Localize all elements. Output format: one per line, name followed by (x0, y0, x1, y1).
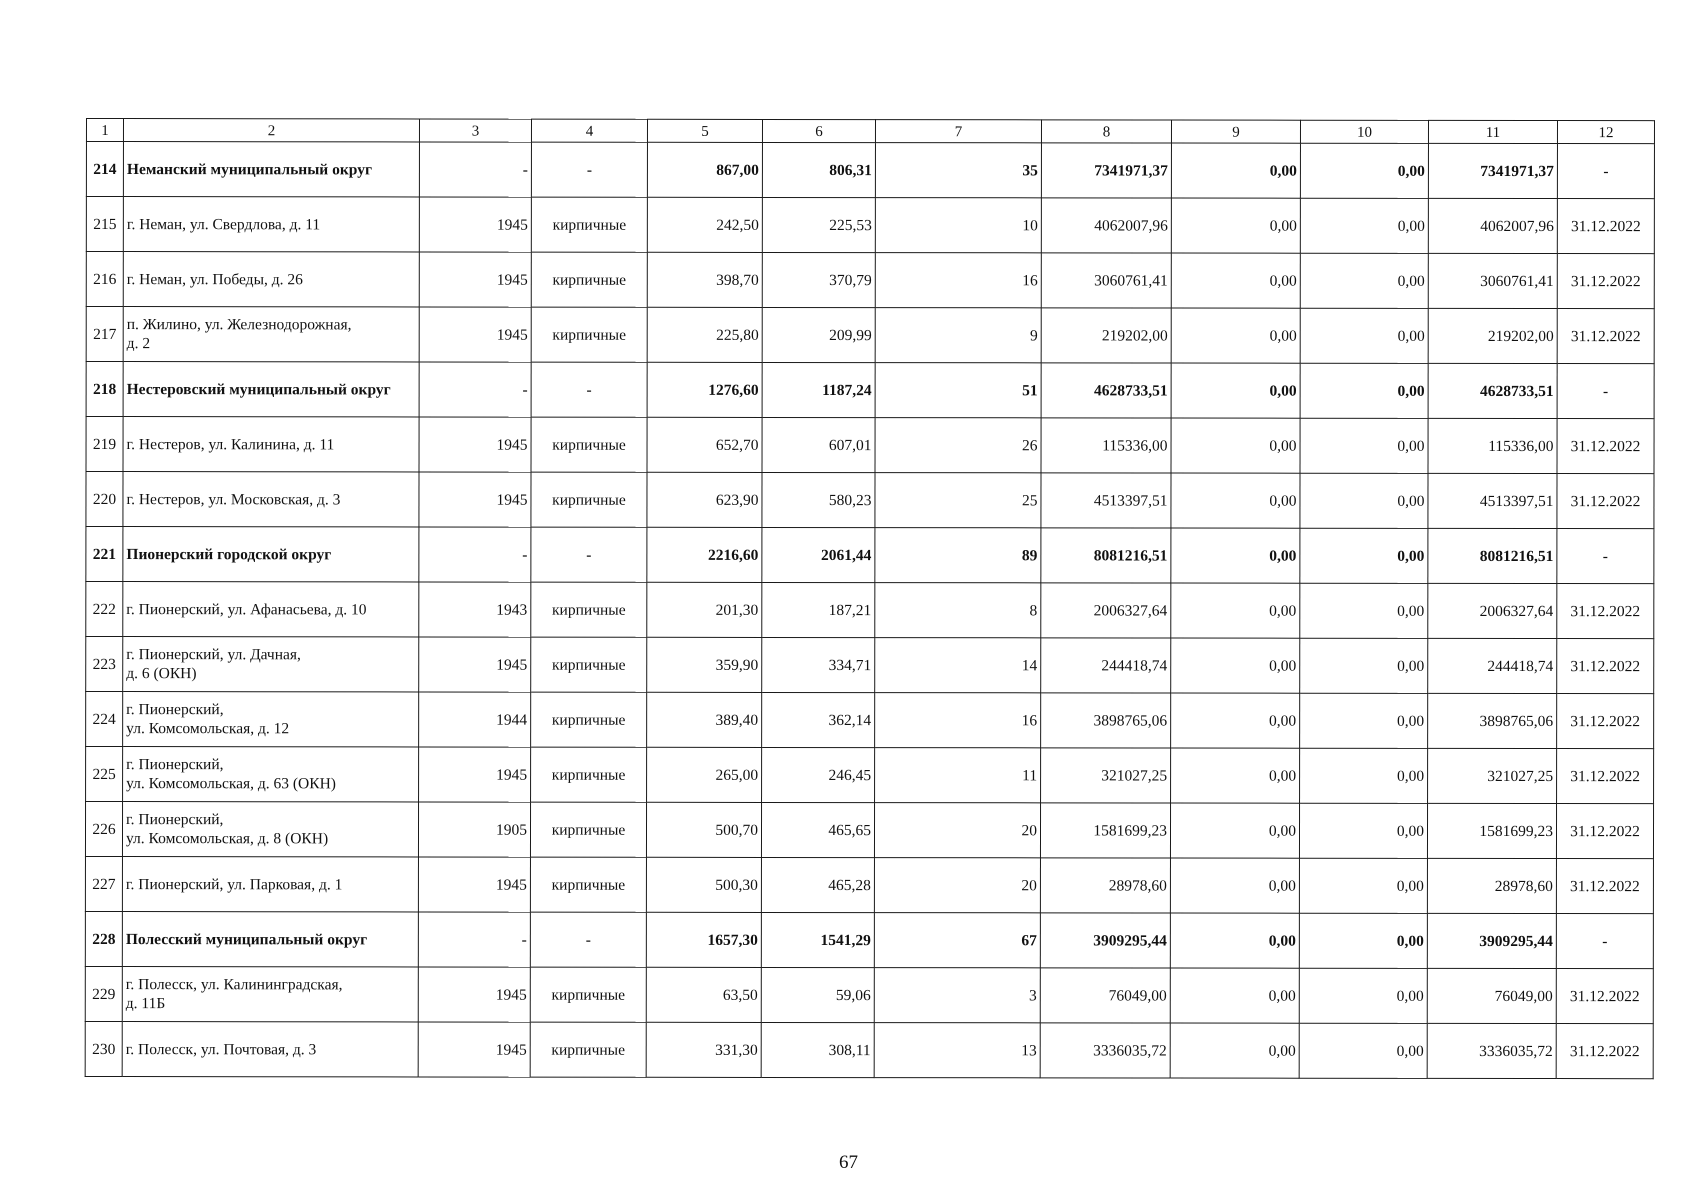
cost-cell: 1581699,23 (1040, 803, 1170, 858)
residents-cell: 20 (874, 858, 1040, 913)
fund-cell: 0,00 (1171, 143, 1300, 198)
total-cost-cell: 321027,25 (1428, 748, 1557, 803)
total-cost-cell: 2006327,64 (1428, 583, 1557, 638)
deadline-cell: 31.12.2022 (1557, 199, 1654, 254)
cost-cell: 76049,00 (1040, 968, 1170, 1023)
year-cell: 1945 (419, 252, 531, 307)
budget-cell: 0,00 (1299, 968, 1427, 1023)
area-cell: 1657,30 (646, 912, 761, 967)
material-cell: кирпичные (531, 417, 647, 472)
material-cell: кирпичные (530, 857, 646, 912)
column-header: 10 (1300, 120, 1428, 143)
year-cell: 1905 (418, 802, 530, 857)
living-area-cell: 465,65 (761, 802, 874, 857)
total-cost-cell: 3060761,41 (1428, 253, 1557, 308)
area-cell: 225,80 (647, 307, 762, 362)
living-area-cell: 1541,29 (761, 912, 874, 967)
fund-cell: 0,00 (1171, 198, 1300, 253)
deadline-cell: 31.12.2022 (1557, 749, 1654, 804)
living-area-cell: 334,71 (762, 637, 875, 692)
material-cell: кирпичные (530, 967, 646, 1022)
total-cost-cell: 28978,60 (1427, 858, 1556, 913)
deadline-cell: 31.12.2022 (1556, 859, 1653, 914)
fund-cell: 0,00 (1171, 363, 1300, 418)
year-cell: 1945 (418, 967, 530, 1022)
budget-cell: 0,00 (1300, 638, 1428, 693)
row-number: 225 (86, 747, 123, 802)
budget-cell: 0,00 (1299, 1023, 1427, 1078)
fund-cell: 0,00 (1171, 748, 1300, 803)
year-cell: 1943 (419, 582, 531, 637)
year-cell: 1945 (419, 472, 531, 527)
address-cell: г. Пионерский, ул. Комсомольская, д. 12 (123, 692, 419, 747)
table-row (86, 197, 1654, 254)
column-header: 6 (762, 119, 875, 142)
deadline-cell: 31.12.2022 (1557, 254, 1654, 309)
address-cell: г. Пионерский, ул. Комсомольская, д. 8 (ОКН) (122, 802, 418, 857)
row-number: 230 (85, 1021, 122, 1076)
fund-cell: 0,00 (1170, 968, 1299, 1023)
total-cost-cell: 3898765,06 (1428, 693, 1557, 748)
row-number: 229 (85, 966, 122, 1021)
year-cell: 1945 (418, 1022, 530, 1077)
material-cell: - (531, 527, 647, 582)
deadline-cell: 31.12.2022 (1557, 419, 1654, 474)
address-cell: Неманский муниципальный округ (123, 142, 419, 197)
cost-cell: 3909295,44 (1040, 913, 1170, 968)
fund-cell: 0,00 (1171, 693, 1300, 748)
area-cell: 265,00 (647, 747, 762, 802)
fund-cell: 0,00 (1171, 583, 1300, 638)
area-cell: 63,50 (646, 967, 761, 1022)
year-cell: 1945 (419, 637, 531, 692)
column-header: 9 (1171, 120, 1300, 143)
fund-cell: 0,00 (1170, 858, 1299, 913)
year-cell: 1945 (419, 417, 531, 472)
deadline-cell: - (1556, 914, 1653, 969)
fund-cell: 0,00 (1170, 913, 1299, 968)
area-cell: 242,50 (647, 197, 762, 252)
table-row (85, 966, 1653, 1023)
row-number: 223 (86, 637, 123, 692)
living-area-cell: 1187,24 (762, 362, 875, 417)
living-area-cell: 225,53 (762, 197, 875, 252)
table-row (86, 307, 1654, 364)
address-cell: г. Неман, ул. Победы, д. 26 (123, 252, 419, 307)
cost-cell: 3060761,41 (1041, 253, 1171, 308)
living-area-cell: 362,14 (762, 692, 875, 747)
row-number: 215 (86, 197, 123, 252)
cost-cell: 244418,74 (1041, 638, 1171, 693)
address-cell: г. Неман, ул. Свердлова, д. 11 (123, 197, 419, 252)
address-cell: г. Пионерский, ул. Дачная, д. 6 (ОКН) (123, 637, 419, 692)
area-cell: 359,90 (647, 637, 762, 692)
living-area-cell: 187,21 (762, 582, 875, 637)
column-header: 7 (875, 120, 1041, 143)
row-number: 222 (86, 582, 123, 637)
residents-cell: 13 (874, 1023, 1040, 1078)
cost-cell: 3898765,06 (1041, 693, 1171, 748)
material-cell: - (530, 912, 646, 967)
cost-cell: 7341971,37 (1041, 143, 1171, 198)
residents-cell: 26 (875, 418, 1041, 473)
year-cell: 1945 (419, 747, 531, 802)
table-row (85, 1021, 1653, 1078)
fund-cell: 0,00 (1171, 308, 1300, 363)
area-cell: 201,30 (647, 582, 762, 637)
deadline-cell: - (1557, 364, 1654, 419)
deadline-cell: - (1557, 144, 1654, 199)
year-cell: 1945 (418, 857, 530, 912)
budget-cell: 0,00 (1300, 748, 1428, 803)
budget-cell: 0,00 (1300, 473, 1428, 528)
address-cell: п. Жилино, ул. Железнодорожная, д. 2 (123, 307, 419, 362)
deadline-cell: 31.12.2022 (1556, 804, 1653, 859)
fund-cell: 0,00 (1170, 1023, 1299, 1078)
year-cell: 1945 (419, 307, 531, 362)
area-cell: 2216,60 (647, 527, 762, 582)
area-cell: 331,30 (646, 1022, 761, 1077)
total-cost-cell: 4062007,96 (1428, 198, 1557, 253)
cost-cell: 115336,00 (1041, 418, 1171, 473)
material-cell: кирпичные (531, 582, 647, 637)
living-area-cell: 607,01 (762, 417, 875, 472)
budget-cell: 0,00 (1300, 198, 1428, 253)
total-cost-cell: 219202,00 (1428, 308, 1557, 363)
area-cell: 623,90 (647, 472, 762, 527)
deadline-cell: 31.12.2022 (1557, 694, 1654, 749)
living-area-cell: 209,99 (762, 307, 875, 362)
year-cell: 1945 (419, 197, 531, 252)
address-cell: г. Полесск, ул. Калининградская, д. 11Б (122, 967, 418, 1022)
total-cost-cell: 76049,00 (1427, 968, 1556, 1023)
fund-cell: 0,00 (1171, 638, 1300, 693)
row-number: 226 (85, 802, 122, 857)
year-cell: - (419, 362, 531, 417)
table-row (86, 252, 1654, 309)
material-cell: кирпичные (531, 692, 647, 747)
residents-cell: 3 (874, 968, 1040, 1023)
data-table (85, 118, 1655, 1079)
budget-cell: 0,00 (1300, 583, 1428, 638)
row-number: 221 (86, 527, 123, 582)
residents-cell: 35 (875, 143, 1041, 198)
area-cell: 867,00 (647, 142, 762, 197)
living-area-cell: 370,79 (762, 252, 875, 307)
year-cell: - (418, 912, 530, 967)
residents-cell: 67 (874, 913, 1040, 968)
year-cell: - (419, 142, 531, 197)
cost-cell: 8081216,51 (1041, 528, 1171, 583)
row-number: 220 (86, 472, 123, 527)
residents-cell: 16 (875, 253, 1041, 308)
total-cost-cell: 8081216,51 (1428, 528, 1557, 583)
living-area-cell: 465,28 (761, 857, 874, 912)
row-number: 224 (86, 692, 123, 747)
year-cell: - (419, 527, 531, 582)
cost-cell: 219202,00 (1041, 308, 1171, 363)
residents-cell: 10 (875, 198, 1041, 253)
residents-cell: 25 (875, 473, 1041, 528)
year-cell: 1944 (419, 692, 531, 747)
area-cell: 652,70 (647, 417, 762, 472)
column-header: 12 (1557, 121, 1654, 144)
total-cost-cell: 3336035,72 (1427, 1023, 1556, 1078)
budget-cell: 0,00 (1300, 143, 1428, 198)
residents-cell: 11 (875, 748, 1041, 803)
area-cell: 398,70 (647, 252, 762, 307)
living-area-cell: 580,23 (762, 472, 875, 527)
total-cost-cell: 244418,74 (1428, 638, 1557, 693)
area-cell: 500,30 (646, 857, 761, 912)
residents-cell: 51 (875, 363, 1041, 418)
area-cell: 389,40 (647, 692, 762, 747)
table-row (86, 417, 1654, 474)
deadline-cell: 31.12.2022 (1556, 969, 1653, 1024)
residents-cell: 20 (874, 803, 1040, 858)
living-area-cell: 308,11 (761, 1022, 874, 1077)
residents-cell: 14 (875, 638, 1041, 693)
fund-cell: 0,00 (1171, 473, 1300, 528)
deadline-cell: 31.12.2022 (1557, 474, 1654, 529)
district-total-row (86, 527, 1654, 584)
cost-cell: 4628733,51 (1041, 363, 1171, 418)
material-cell: кирпичные (530, 1022, 646, 1077)
area-cell: 1276,60 (647, 362, 762, 417)
material-cell: - (531, 362, 647, 417)
area-cell: 500,70 (646, 802, 761, 857)
total-cost-cell: 4513397,51 (1428, 473, 1557, 528)
address-cell: г. Нестеров, ул. Калинина, д. 11 (123, 417, 419, 472)
material-cell: кирпичные (531, 637, 647, 692)
row-number: 216 (86, 252, 123, 307)
row-number: 228 (85, 911, 122, 966)
cost-cell: 321027,25 (1041, 748, 1171, 803)
district-total-row (86, 142, 1654, 199)
budget-cell: 0,00 (1299, 803, 1427, 858)
table-row (86, 472, 1654, 529)
material-cell: кирпичные (530, 802, 646, 857)
address-cell: Нестеровский муниципальный округ (123, 362, 419, 417)
cost-cell: 4062007,96 (1041, 198, 1171, 253)
material-cell: кирпичные (531, 252, 647, 307)
table-row (86, 692, 1654, 749)
table-row (86, 582, 1654, 639)
residents-cell: 89 (875, 528, 1041, 583)
table-body (85, 119, 1654, 1079)
material-cell: кирпичные (531, 472, 647, 527)
table-row (85, 857, 1653, 914)
budget-cell: 0,00 (1300, 693, 1428, 748)
address-cell: Полесский муниципальный округ (122, 912, 418, 967)
table-row (86, 747, 1654, 804)
table-row (85, 802, 1653, 859)
total-cost-cell: 1581699,23 (1427, 803, 1556, 858)
page-number: 67 (839, 1152, 858, 1173)
fund-cell: 0,00 (1171, 528, 1300, 583)
fund-cell: 0,00 (1170, 803, 1299, 858)
column-header: 3 (419, 119, 531, 142)
column-header: 2 (123, 119, 419, 142)
cost-cell: 2006327,64 (1041, 583, 1171, 638)
budget-cell: 0,00 (1300, 418, 1428, 473)
row-number: 217 (86, 307, 123, 362)
total-cost-cell: 3909295,44 (1427, 913, 1556, 968)
residents-cell: 9 (875, 308, 1041, 363)
living-area-cell: 246,45 (762, 747, 875, 802)
row-number: 218 (86, 362, 123, 417)
budget-cell: 0,00 (1300, 253, 1428, 308)
budget-cell: 0,00 (1299, 858, 1427, 913)
cost-cell: 3336035,72 (1040, 1023, 1170, 1078)
deadline-cell: 31.12.2022 (1557, 639, 1654, 694)
living-area-cell: 59,06 (761, 967, 874, 1022)
deadline-cell: 31.12.2022 (1557, 309, 1654, 364)
district-total-row (86, 362, 1654, 419)
column-number-row (86, 119, 1654, 144)
budget-cell: 0,00 (1300, 308, 1428, 363)
deadline-cell: 31.12.2022 (1556, 1024, 1653, 1079)
address-cell: г. Нестеров, ул. Московская, д. 3 (123, 472, 419, 527)
address-cell: г. Полесск, ул. Почтовая, д. 3 (122, 1022, 418, 1077)
material-cell: кирпичные (531, 307, 647, 362)
address-cell: г. Пионерский, ул. Комсомольская, д. 63 (ОКН) (123, 747, 419, 802)
living-area-cell: 806,31 (762, 142, 875, 197)
residents-cell: 8 (875, 583, 1041, 638)
district-total-row (85, 911, 1653, 968)
total-cost-cell: 115336,00 (1428, 418, 1557, 473)
fund-cell: 0,00 (1171, 418, 1300, 473)
address-cell: г. Пионерский, ул. Афанасьева, д. 10 (123, 582, 419, 637)
material-cell: кирпичные (531, 747, 647, 802)
cost-cell: 4513397,51 (1041, 473, 1171, 528)
row-number: 214 (86, 142, 123, 197)
column-header: 4 (531, 119, 647, 142)
address-cell: г. Пионерский, ул. Парковая, д. 1 (122, 857, 418, 912)
column-header: 5 (647, 119, 762, 142)
total-cost-cell: 7341971,37 (1428, 143, 1557, 198)
budget-cell: 0,00 (1300, 528, 1428, 583)
row-number: 219 (86, 417, 123, 472)
deadline-cell: 31.12.2022 (1557, 584, 1654, 639)
column-header: 8 (1041, 120, 1171, 143)
material-cell: - (531, 142, 647, 197)
material-cell: кирпичные (531, 197, 647, 252)
total-cost-cell: 4628733,51 (1428, 363, 1557, 418)
table-row (86, 637, 1654, 694)
budget-cell: 0,00 (1300, 363, 1428, 418)
address-cell: Пионерский городской округ (123, 527, 419, 582)
cost-cell: 28978,60 (1040, 858, 1170, 913)
residents-cell: 16 (875, 693, 1041, 748)
deadline-cell: - (1557, 529, 1654, 584)
living-area-cell: 2061,44 (762, 527, 875, 582)
budget-cell: 0,00 (1299, 913, 1427, 968)
column-header: 11 (1428, 120, 1557, 143)
column-header: 1 (86, 119, 123, 142)
row-number: 227 (85, 857, 122, 912)
fund-cell: 0,00 (1171, 253, 1300, 308)
